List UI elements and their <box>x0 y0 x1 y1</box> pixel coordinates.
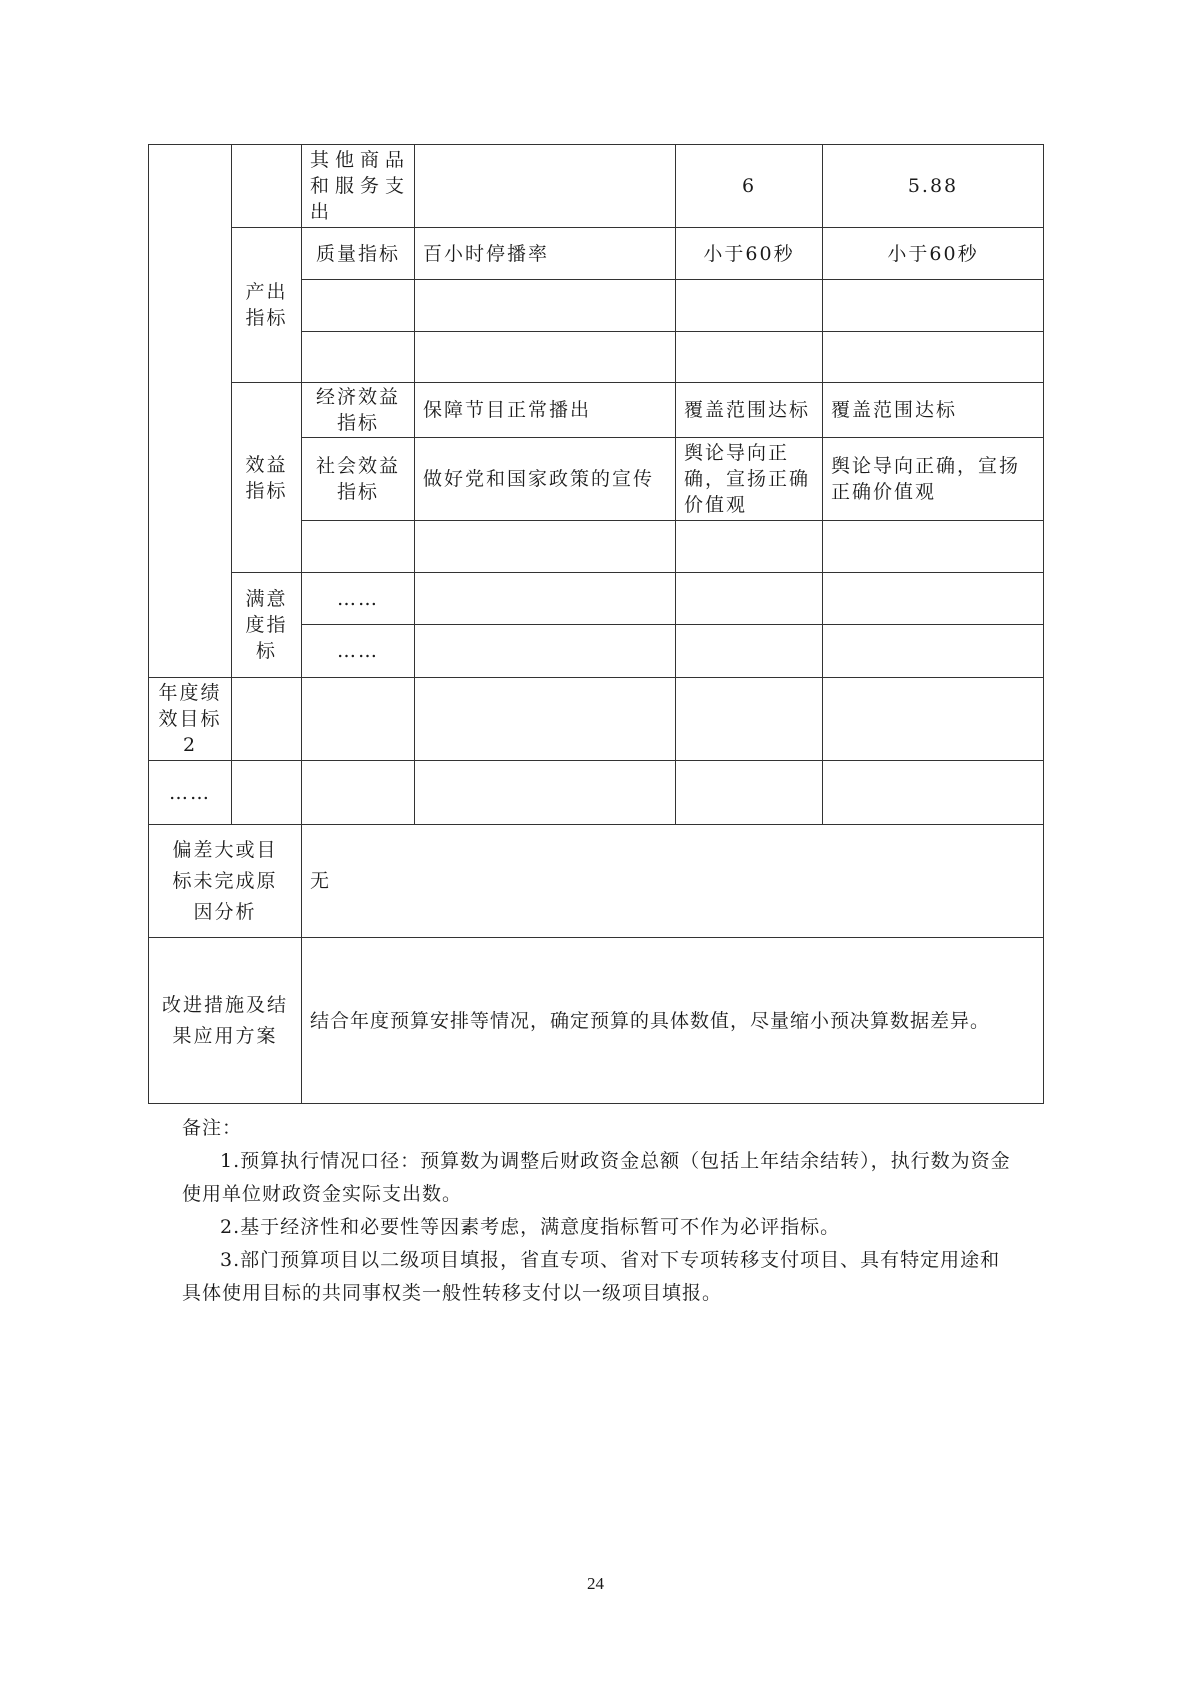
target-cell <box>676 573 823 625</box>
content-cell: 做好党和国家政策的宣传 <box>415 438 676 521</box>
content-cell <box>415 145 676 228</box>
content-cell <box>415 332 676 383</box>
actual-cell: 5.88 <box>823 145 1044 228</box>
budget-cell: 6 <box>676 145 823 228</box>
content-cell <box>415 573 676 625</box>
empty-cell <box>232 145 302 228</box>
target-cell: 覆盖范围达标 <box>676 383 823 438</box>
target-cell: 舆论导向正确，宣扬正确价值观 <box>676 438 823 521</box>
goal-1-cell <box>149 145 232 678</box>
target-cell <box>676 332 823 383</box>
ellipsis-label-cell: …… <box>149 761 232 825</box>
notes-section <box>182 1112 1012 1310</box>
actual-cell <box>823 625 1044 678</box>
actual-cell <box>823 332 1044 383</box>
performance-table <box>148 144 1044 1104</box>
table-row <box>149 761 1044 825</box>
improvement-label-cell: 改进措施及结果应用方案 <box>149 938 302 1104</box>
content-cell <box>415 280 676 332</box>
actual-cell: 舆论导向正确，宣扬正确价值观 <box>823 438 1044 521</box>
actual-cell: 覆盖范围达标 <box>823 383 1044 438</box>
improvement-value-cell: 结合年度预算安排等情况，确定预算的具体数值，尽量缩小预决算数据差异。 <box>302 938 1044 1104</box>
output-category-cell: 产出指标 <box>232 228 302 383</box>
subcategory-cell <box>302 280 415 332</box>
empty-cell <box>415 761 676 825</box>
note-item: 3.部门预算项目以二级项目填报，省直专项、省对下专项转移支付项目、具有特定用途和具体使用目标的共同事权类一般性转移支付以一级项目填报。 <box>182 1249 1001 1304</box>
actual-cell <box>823 280 1044 332</box>
table-row <box>149 573 1044 625</box>
table-row <box>149 145 1044 228</box>
subcategory-cell: 经济效益指标 <box>302 383 415 438</box>
empty-cell <box>232 761 302 825</box>
content-cell <box>415 521 676 573</box>
table-row <box>149 825 1044 938</box>
actual-cell <box>823 521 1044 573</box>
target-cell <box>676 521 823 573</box>
table-row <box>149 228 1044 280</box>
empty-cell <box>676 678 823 761</box>
empty-cell <box>823 678 1044 761</box>
subcategory-cell: …… <box>302 625 415 678</box>
benefit-category-cell: 效益指标 <box>232 383 302 573</box>
table-row <box>149 938 1044 1104</box>
empty-cell <box>232 678 302 761</box>
goal-2-label-cell: 年度绩效目标2 <box>149 678 232 761</box>
note-item: 1.预算执行情况口径：预算数为调整后财政资金总额（包括上年结余结转），执行数为资金使用单位财政资金实际支出数。 <box>182 1150 1011 1205</box>
deviation-label-cell: 偏差大或目标未完成原因分析 <box>149 825 302 938</box>
empty-cell <box>302 761 415 825</box>
table-row <box>149 678 1044 761</box>
subcategory-cell <box>302 332 415 383</box>
target-cell <box>676 625 823 678</box>
empty-cell <box>676 761 823 825</box>
subcategory-cell: 社会效益指标 <box>302 438 415 521</box>
indicator-cell: 其他商品和服务支出 <box>302 145 415 228</box>
subcategory-cell: …… <box>302 573 415 625</box>
actual-cell: 小于60秒 <box>823 228 1044 280</box>
actual-cell <box>823 573 1044 625</box>
empty-cell <box>823 761 1044 825</box>
table-row <box>149 383 1044 438</box>
target-cell: 小于60秒 <box>676 228 823 280</box>
empty-cell <box>302 678 415 761</box>
note-item: 2.基于经济性和必要性等因素考虑，满意度指标暂可不作为必评指标。 <box>220 1216 841 1238</box>
page-number: 24 <box>587 1574 604 1593</box>
subcategory-cell <box>302 521 415 573</box>
satisfaction-category-cell: 满意度指标 <box>232 573 302 678</box>
subcategory-cell: 质量指标 <box>302 228 415 280</box>
content-cell <box>415 625 676 678</box>
deviation-value-cell: 无 <box>302 825 1044 938</box>
content-cell: 保障节目正常播出 <box>415 383 676 438</box>
empty-cell <box>415 678 676 761</box>
target-cell <box>676 280 823 332</box>
notes-title: 备注： <box>182 1117 243 1139</box>
content-cell: 百小时停播率 <box>415 228 676 280</box>
